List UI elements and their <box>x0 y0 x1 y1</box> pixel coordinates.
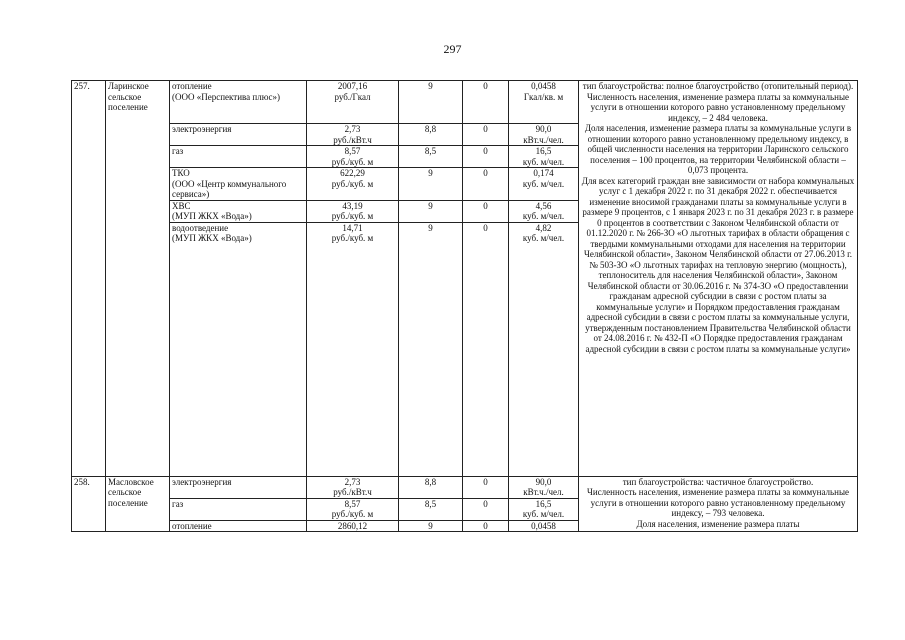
index-value: 9 <box>399 222 463 476</box>
index-value: 8,5 <box>399 498 463 520</box>
cap-value: 0 <box>463 146 509 168</box>
norm-value: 16,5 куб. м/чел. <box>509 498 579 520</box>
tariff-value: 2,73 руб./кВт.ч <box>307 124 399 146</box>
cap-value: 0 <box>463 498 509 520</box>
service-name: ХВС (МУП ЖКХ «Вода») <box>170 200 307 222</box>
tariff-table <box>71 80 858 532</box>
index-value: 8,5 <box>399 146 463 168</box>
settlement-name: Масловское сельское поселение <box>106 476 170 532</box>
note-text: тип благоустройства: частичное благоустройство. Численность населения, изменение размера платы за коммунальные услуги в отношении которого равно установленному предельному индексу, – 793 человека. Доля населения, изменение размера платы <box>579 476 858 532</box>
cap-value: 0 <box>463 168 509 201</box>
norm-value: 90,0 кВт.ч./чел. <box>509 476 579 498</box>
index-value: 8,8 <box>399 124 463 146</box>
tariff-value: 43,19 руб./куб. м <box>307 200 399 222</box>
tariff-value: 14,71 руб./куб. м <box>307 222 399 476</box>
table-row <box>72 476 858 498</box>
tariff-value: 2,73 руб./кВт.ч <box>307 476 399 498</box>
norm-value: 90,0 кВт.ч./чел. <box>509 124 579 146</box>
cap-value: 0 <box>463 520 509 532</box>
service-name: электроэнергия <box>170 476 307 498</box>
index-value: 9 <box>399 81 463 124</box>
norm-value: 4,56 куб. м/чел. <box>509 200 579 222</box>
tariff-value: 8,57 руб./куб. м <box>307 498 399 520</box>
service-name: газ <box>170 146 307 168</box>
service-name: водоотведение (МУП ЖКХ «Вода») <box>170 222 307 476</box>
page-number: 297 <box>443 42 462 56</box>
row-number: 258. <box>72 476 106 532</box>
cap-value: 0 <box>463 222 509 476</box>
note-text: тип благоустройства: полное благоустройство (отопительный период). Численность населения, изменение размера платы за коммунальные услуги в отношении которого равно установленному предельному индексу, – 2 484 человека. Доля населения, изменение размера платы за коммунальные услуги в отношении которого равно установленному предельному индексу, в общей численности населения на территории Ларинского сельского поселения – 100 процентов, на территории Челябинской области – 0,073 процента. Для всех категорий граждан вне зависимости от набора коммунальных услуг с 1 декабря 2022 г. по 31 декабря 2022 г. обеспечивается изменение вносимой гражданами платы за коммунальные услуги в размере 9 процентов, с 1 января 2023 г. по 31 декабря 2023 г. в размере 0 процентов в соответствии с Законом Челябинской области от 01.12.2020 г. № 266-ЗО «О льготных тарифах в области обращения с твердыми коммунальными отходами для населения на территории Челябинской области», Законом Челябинской области от 27.06.2013 г. № 503-ЗО «О льготных тарифах на тепловую энергию (мощность), теплоноситель для населения Челябинской области», Законом Челябинской области от 30.06.2016 г. № 374-ЗО «О предоставлении гражданам адресной субсидии в связи с ростом платы за коммунальные услуги» и Порядком предоставления гражданам адресной субсидии в связи с ростом платы за коммунальные услуги, утвержденным постановлением Правительства Челябинской области от 24.08.2016 г. № 432-П «О Порядке предоставления гражданам адресной субсидии в связи с ростом платы за коммунальные услуги» <box>579 81 858 477</box>
norm-value: 4,82 куб. м/чел. <box>509 222 579 476</box>
index-value: 9 <box>399 200 463 222</box>
cap-value: 0 <box>463 200 509 222</box>
service-name: газ <box>170 498 307 520</box>
service-name: ТКО (ООО «Центр коммунального сервиса») <box>170 168 307 201</box>
service-name: электроэнергия <box>170 124 307 146</box>
table-row <box>72 81 858 124</box>
tariff-value: 2007,16 руб./Гкал <box>307 81 399 124</box>
norm-value: 0,174 куб. м/чел. <box>509 168 579 201</box>
norm-value: 0,0458 Гкал/кв. м <box>509 81 579 124</box>
tariff-value: 2860,12 <box>307 520 399 532</box>
tariff-value: 8,57 руб./куб. м <box>307 146 399 168</box>
settlement-name: Ларинское сельское поселение <box>106 81 170 477</box>
cap-value: 0 <box>463 476 509 498</box>
norm-value: 16,5 куб. м/чел. <box>509 146 579 168</box>
cap-value: 0 <box>463 124 509 146</box>
tariff-value: 622,29 руб./куб. м <box>307 168 399 201</box>
index-value: 8,8 <box>399 476 463 498</box>
service-name: отопление <box>170 520 307 532</box>
row-number: 257. <box>72 81 106 477</box>
cap-value: 0 <box>463 81 509 124</box>
norm-value: 0,0458 <box>509 520 579 532</box>
service-name: отопление (ООО «Перспектива плюс») <box>170 81 307 124</box>
index-value: 9 <box>399 520 463 532</box>
index-value: 9 <box>399 168 463 201</box>
